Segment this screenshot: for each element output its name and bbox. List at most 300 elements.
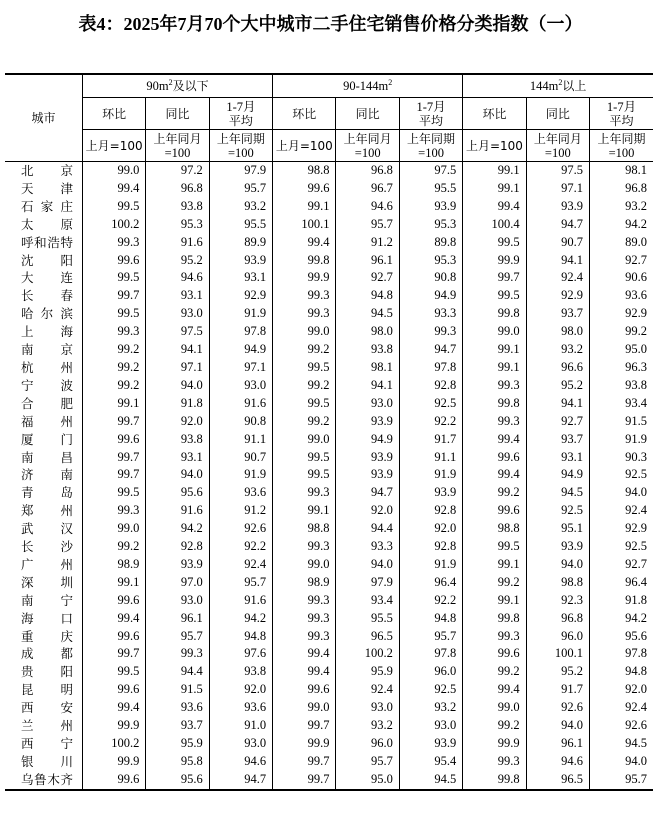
table-row <box>5 431 653 449</box>
index-value: 98.0 <box>526 323 589 341</box>
index-value: 91.0 <box>209 717 272 735</box>
index-value: 92.0 <box>399 520 462 538</box>
index-value: 99.1 <box>463 359 526 377</box>
index-value: 97.5 <box>399 162 462 180</box>
table-row <box>5 556 653 574</box>
index-value: 99.2 <box>82 359 145 377</box>
index-value: 95.7 <box>336 216 399 234</box>
index-value: 93.9 <box>399 484 462 502</box>
index-value: 99.1 <box>463 592 526 610</box>
table-row <box>5 771 653 790</box>
index-value: 99.2 <box>463 663 526 681</box>
base-ytd: 上年同期 =100 <box>209 130 272 162</box>
index-value: 97.1 <box>526 180 589 198</box>
table-row <box>5 538 653 556</box>
subheader-yoy: 同比 <box>526 98 589 130</box>
index-value: 95.2 <box>146 252 209 270</box>
index-value: 100.2 <box>82 216 145 234</box>
index-value: 99.5 <box>273 449 336 467</box>
index-value: 99.7 <box>82 287 145 305</box>
index-value: 99.6 <box>82 431 145 449</box>
table-row <box>5 681 653 699</box>
index-value: 93.2 <box>209 198 272 216</box>
index-value: 93.8 <box>146 198 209 216</box>
city-name: 长 春 <box>21 288 73 304</box>
table-row <box>5 592 653 610</box>
index-value: 94.1 <box>526 395 589 413</box>
base-yoy: 上年同月 =100 <box>526 130 589 162</box>
index-value: 99.9 <box>273 269 336 287</box>
table-row <box>5 484 653 502</box>
index-value: 91.1 <box>399 449 462 467</box>
city-name: 重 庆 <box>21 628 73 644</box>
index-value: 96.8 <box>336 162 399 180</box>
base-ytd: 上年同期 =100 <box>590 130 653 162</box>
index-value: 95.7 <box>146 628 209 646</box>
city-name: 合 肥 <box>21 395 73 411</box>
index-value: 94.2 <box>590 216 653 234</box>
table-row <box>5 269 653 287</box>
index-value: 92.0 <box>146 413 209 431</box>
index-value: 94.7 <box>399 341 462 359</box>
subheader-ytd-avg: 1-7月 平均 <box>590 98 653 130</box>
index-value: 97.8 <box>399 359 462 377</box>
index-value: 92.2 <box>399 592 462 610</box>
index-value: 99.2 <box>273 377 336 395</box>
index-value: 99.1 <box>463 162 526 180</box>
index-value: 99.9 <box>82 753 145 771</box>
city-name: 哈 尔 滨 <box>21 306 73 322</box>
subheader-yoy: 同比 <box>336 98 399 130</box>
index-value: 90.6 <box>590 269 653 287</box>
index-value: 99.7 <box>273 753 336 771</box>
index-value: 94.0 <box>336 556 399 574</box>
subheader-ytd-avg: 1-7月 平均 <box>209 98 272 130</box>
table-row <box>5 574 653 592</box>
index-value: 99.3 <box>463 413 526 431</box>
index-value: 97.9 <box>336 574 399 592</box>
index-value: 94.2 <box>209 610 272 628</box>
index-value: 99.1 <box>463 180 526 198</box>
index-value: 93.8 <box>590 377 653 395</box>
index-value: 95.5 <box>399 180 462 198</box>
index-value: 99.6 <box>273 681 336 699</box>
index-value: 100.2 <box>336 645 399 663</box>
index-value: 97.6 <box>209 645 272 663</box>
index-value: 94.2 <box>590 610 653 628</box>
index-value: 93.9 <box>399 735 462 753</box>
city-name: 南 昌 <box>21 449 73 465</box>
index-value: 97.2 <box>146 162 209 180</box>
index-value: 99.0 <box>82 520 145 538</box>
index-value: 95.9 <box>336 663 399 681</box>
index-value: 99.3 <box>463 377 526 395</box>
city-name: 福 州 <box>21 413 73 429</box>
city-name: 呼和浩特 <box>21 234 73 250</box>
index-value: 99.5 <box>273 395 336 413</box>
index-value: 93.8 <box>209 663 272 681</box>
index-value: 92.5 <box>526 502 589 520</box>
index-value: 94.8 <box>399 610 462 628</box>
subheader-yoy: 同比 <box>146 98 209 130</box>
index-value: 99.7 <box>273 717 336 735</box>
index-value: 93.6 <box>590 287 653 305</box>
index-value: 99.1 <box>463 556 526 574</box>
index-value: 98.9 <box>273 574 336 592</box>
index-value: 89.8 <box>399 234 462 252</box>
index-value: 93.8 <box>336 341 399 359</box>
index-value: 93.0 <box>209 735 272 753</box>
base-mom: 上月=100 <box>463 130 526 162</box>
index-value: 99.2 <box>82 341 145 359</box>
index-value: 92.4 <box>209 556 272 574</box>
index-value: 98.1 <box>336 359 399 377</box>
index-value: 97.5 <box>526 162 589 180</box>
index-value: 94.6 <box>209 753 272 771</box>
index-value: 91.8 <box>590 592 653 610</box>
index-value: 93.6 <box>146 699 209 717</box>
index-value: 94.8 <box>209 628 272 646</box>
index-value: 95.0 <box>590 341 653 359</box>
index-value: 96.1 <box>146 610 209 628</box>
base-ytd: 上年同期 =100 <box>399 130 462 162</box>
index-value: 92.9 <box>590 520 653 538</box>
index-value: 98.8 <box>273 520 336 538</box>
index-value: 94.5 <box>526 484 589 502</box>
index-value: 99.7 <box>273 771 336 790</box>
index-value: 99.3 <box>273 538 336 556</box>
index-value: 99.5 <box>82 269 145 287</box>
index-value: 92.0 <box>209 681 272 699</box>
index-value: 99.7 <box>82 645 145 663</box>
index-value: 92.8 <box>399 538 462 556</box>
index-value: 95.7 <box>399 628 462 646</box>
table-row <box>5 610 653 628</box>
index-value: 96.4 <box>399 574 462 592</box>
subheader-ytd-avg: 1-7月 平均 <box>399 98 462 130</box>
index-value: 93.2 <box>399 699 462 717</box>
index-value: 93.7 <box>146 717 209 735</box>
index-value: 99.8 <box>463 610 526 628</box>
index-value: 99.3 <box>273 484 336 502</box>
index-value: 91.9 <box>399 466 462 484</box>
index-value: 93.1 <box>146 449 209 467</box>
index-value: 92.5 <box>590 466 653 484</box>
index-value: 93.6 <box>209 699 272 717</box>
index-value: 95.6 <box>146 771 209 790</box>
index-value: 95.7 <box>209 180 272 198</box>
table-row <box>5 377 653 395</box>
index-value: 99.4 <box>273 645 336 663</box>
index-value: 99.1 <box>82 395 145 413</box>
index-value: 89.0 <box>590 234 653 252</box>
index-value: 93.9 <box>526 198 589 216</box>
city-name: 西 安 <box>21 700 73 716</box>
group-header-small: $90m^2$及以下 <box>82 74 272 98</box>
index-value: 99.0 <box>82 162 145 180</box>
index-value: 94.1 <box>336 377 399 395</box>
index-value: 94.5 <box>399 771 462 790</box>
index-value: 96.5 <box>526 771 589 790</box>
index-value: 91.7 <box>399 431 462 449</box>
index-value: 95.0 <box>336 771 399 790</box>
index-value: 99.6 <box>82 592 145 610</box>
index-value: 96.7 <box>336 180 399 198</box>
index-value: 99.2 <box>82 538 145 556</box>
city-name: 昆 明 <box>21 682 73 698</box>
index-value: 92.0 <box>590 681 653 699</box>
index-value: 93.6 <box>209 484 272 502</box>
index-value: 91.6 <box>146 502 209 520</box>
index-value: 94.9 <box>209 341 272 359</box>
index-value: 93.3 <box>336 538 399 556</box>
index-value: 98.9 <box>82 556 145 574</box>
index-value: 90.8 <box>209 413 272 431</box>
index-value: 99.2 <box>590 323 653 341</box>
table-row <box>5 699 653 717</box>
index-value: 99.6 <box>82 628 145 646</box>
table-row <box>5 323 653 341</box>
index-value: 93.9 <box>399 198 462 216</box>
index-value: 90.7 <box>526 234 589 252</box>
index-value: 94.9 <box>399 287 462 305</box>
index-value: 99.3 <box>82 234 145 252</box>
index-value: 97.1 <box>146 359 209 377</box>
index-value: 93.9 <box>336 449 399 467</box>
index-value: 94.1 <box>146 341 209 359</box>
index-value: 99.8 <box>463 771 526 790</box>
index-value: 99.8 <box>463 395 526 413</box>
city-name: 天 津 <box>21 180 73 196</box>
index-value: 96.0 <box>526 628 589 646</box>
index-value: 91.2 <box>209 502 272 520</box>
index-value: 96.8 <box>590 180 653 198</box>
subheader-mom: 环比 <box>463 98 526 130</box>
index-value: 94.0 <box>146 377 209 395</box>
city-column-header: 城市 <box>5 74 82 162</box>
index-value: 99.9 <box>82 717 145 735</box>
index-value: 94.9 <box>336 431 399 449</box>
index-value: 99.1 <box>273 198 336 216</box>
group-header-large: $144m^2$以上 <box>463 74 653 98</box>
table-row <box>5 520 653 538</box>
index-value: 93.0 <box>146 305 209 323</box>
index-value: 92.6 <box>526 699 589 717</box>
index-value: 99.3 <box>146 645 209 663</box>
index-value: 99.6 <box>463 449 526 467</box>
base-mom: 上月=100 <box>273 130 336 162</box>
index-value: 99.4 <box>82 180 145 198</box>
index-value: 99.8 <box>273 252 336 270</box>
index-value: 93.0 <box>399 717 462 735</box>
index-value: 91.5 <box>590 413 653 431</box>
table-row <box>5 252 653 270</box>
index-value: 99.6 <box>273 180 336 198</box>
page-title: 表4：2025年7月70个大中城市二手住宅销售价格分类指数（一） <box>78 14 583 34</box>
index-value: 96.8 <box>146 180 209 198</box>
index-value: 98.0 <box>336 323 399 341</box>
index-value: 92.9 <box>526 287 589 305</box>
index-value: 100.4 <box>463 216 526 234</box>
subheader-mom: 环比 <box>82 98 145 130</box>
index-value: 93.7 <box>526 431 589 449</box>
index-value: 94.6 <box>146 269 209 287</box>
index-value: 99.6 <box>463 502 526 520</box>
table-row <box>5 449 653 467</box>
index-value: 93.1 <box>526 449 589 467</box>
index-value: 96.3 <box>590 359 653 377</box>
index-value: 95.8 <box>146 753 209 771</box>
table-row <box>5 287 653 305</box>
index-value: 92.6 <box>209 520 272 538</box>
index-value: 95.3 <box>399 216 462 234</box>
index-value: 99.5 <box>82 484 145 502</box>
index-value: 99.5 <box>82 198 145 216</box>
index-value: 99.7 <box>463 269 526 287</box>
index-value: 96.5 <box>336 628 399 646</box>
table-row <box>5 628 653 646</box>
index-value: 95.9 <box>146 735 209 753</box>
index-value: 94.4 <box>336 520 399 538</box>
index-value: 94.0 <box>526 556 589 574</box>
index-value: 99.0 <box>463 323 526 341</box>
table-row <box>5 717 653 735</box>
city-name: 乌鲁木齐 <box>5 771 82 790</box>
index-value: 99.0 <box>463 699 526 717</box>
index-value: 93.0 <box>209 377 272 395</box>
index-value: 95.2 <box>526 663 589 681</box>
index-value: 99.5 <box>82 305 145 323</box>
index-value: 100.2 <box>82 735 145 753</box>
index-value: 99.6 <box>82 771 145 790</box>
table-row <box>5 359 653 377</box>
table-row <box>5 395 653 413</box>
index-value: 97.1 <box>209 359 272 377</box>
index-value: 93.4 <box>336 592 399 610</box>
index-value: 93.0 <box>336 699 399 717</box>
index-value: 98.8 <box>273 162 336 180</box>
index-value: 95.3 <box>399 252 462 270</box>
index-value: 93.2 <box>336 717 399 735</box>
city-name: 济 南 <box>21 467 73 483</box>
index-value: 99.9 <box>463 735 526 753</box>
city-name: 成 都 <box>21 646 73 662</box>
index-value: 99.4 <box>82 610 145 628</box>
index-value: 99.4 <box>82 699 145 717</box>
index-value: 97.5 <box>146 323 209 341</box>
city-name: 太 原 <box>21 216 73 232</box>
city-name: 南 京 <box>21 342 73 358</box>
index-value: 97.8 <box>209 323 272 341</box>
index-value: 90.8 <box>399 269 462 287</box>
index-value: 94.6 <box>336 198 399 216</box>
index-value: 93.9 <box>146 556 209 574</box>
index-value: 99.2 <box>273 413 336 431</box>
index-value: 92.5 <box>399 395 462 413</box>
index-value: 93.9 <box>526 538 589 556</box>
index-value: 97.0 <box>146 574 209 592</box>
index-value: 92.2 <box>209 538 272 556</box>
city-name: 上 海 <box>21 324 73 340</box>
index-value: 92.2 <box>399 413 462 431</box>
index-value: 93.8 <box>146 431 209 449</box>
index-value: 99.5 <box>273 466 336 484</box>
index-value: 99.5 <box>463 538 526 556</box>
index-value: 99.3 <box>273 628 336 646</box>
index-value: 94.8 <box>590 663 653 681</box>
index-value: 99.2 <box>463 574 526 592</box>
table-row <box>5 198 653 216</box>
index-value: 99.5 <box>82 663 145 681</box>
index-value: 97.9 <box>209 162 272 180</box>
index-value: 89.9 <box>209 234 272 252</box>
index-value: 97.8 <box>399 645 462 663</box>
index-value: 92.7 <box>590 252 653 270</box>
index-value: 99.3 <box>82 502 145 520</box>
city-name: 长 沙 <box>21 539 73 555</box>
city-name: 兰 州 <box>21 718 73 734</box>
index-value: 99.0 <box>273 556 336 574</box>
city-name: 郑 州 <box>21 503 73 519</box>
index-value: 92.5 <box>399 681 462 699</box>
index-value: 95.7 <box>336 753 399 771</box>
index-value: 90.3 <box>590 449 653 467</box>
index-value: 99.3 <box>463 628 526 646</box>
index-value: 92.7 <box>590 556 653 574</box>
index-value: 94.9 <box>526 466 589 484</box>
index-value: 99.1 <box>273 502 336 520</box>
index-value: 91.6 <box>209 395 272 413</box>
index-value: 99.4 <box>273 663 336 681</box>
index-value: 99.4 <box>463 681 526 699</box>
city-name: 海 口 <box>21 610 73 626</box>
city-name: 贵 阳 <box>21 664 73 680</box>
city-name: 西 宁 <box>21 736 73 751</box>
index-value: 99.4 <box>463 466 526 484</box>
index-value: 96.4 <box>590 574 653 592</box>
index-value: 93.9 <box>336 413 399 431</box>
index-value: 91.6 <box>146 234 209 252</box>
index-value: 98.8 <box>463 520 526 538</box>
index-value: 99.6 <box>82 252 145 270</box>
index-value: 96.0 <box>336 735 399 753</box>
index-value: 95.6 <box>590 628 653 646</box>
index-value: 99.5 <box>273 359 336 377</box>
base-yoy: 上年同月 =100 <box>146 130 209 162</box>
subheader-mom: 环比 <box>273 98 336 130</box>
table-row <box>5 341 653 359</box>
index-value: 94.5 <box>590 735 653 753</box>
index-value: 95.2 <box>526 377 589 395</box>
index-value: 95.6 <box>146 484 209 502</box>
price-index-table <box>5 73 653 791</box>
index-value: 94.7 <box>526 216 589 234</box>
table-row <box>5 234 653 252</box>
index-value: 92.8 <box>399 377 462 395</box>
table-row <box>5 735 653 753</box>
index-value: 92.8 <box>399 502 462 520</box>
index-value: 96.1 <box>336 252 399 270</box>
index-value: 99.3 <box>273 287 336 305</box>
index-value: 93.9 <box>336 466 399 484</box>
index-value: 93.3 <box>399 305 462 323</box>
index-value: 99.2 <box>463 717 526 735</box>
city-name: 石 家 庄 <box>21 198 73 214</box>
index-value: 99.4 <box>463 198 526 216</box>
index-value: 95.5 <box>336 610 399 628</box>
index-value: 92.4 <box>590 502 653 520</box>
index-value: 94.0 <box>590 484 653 502</box>
